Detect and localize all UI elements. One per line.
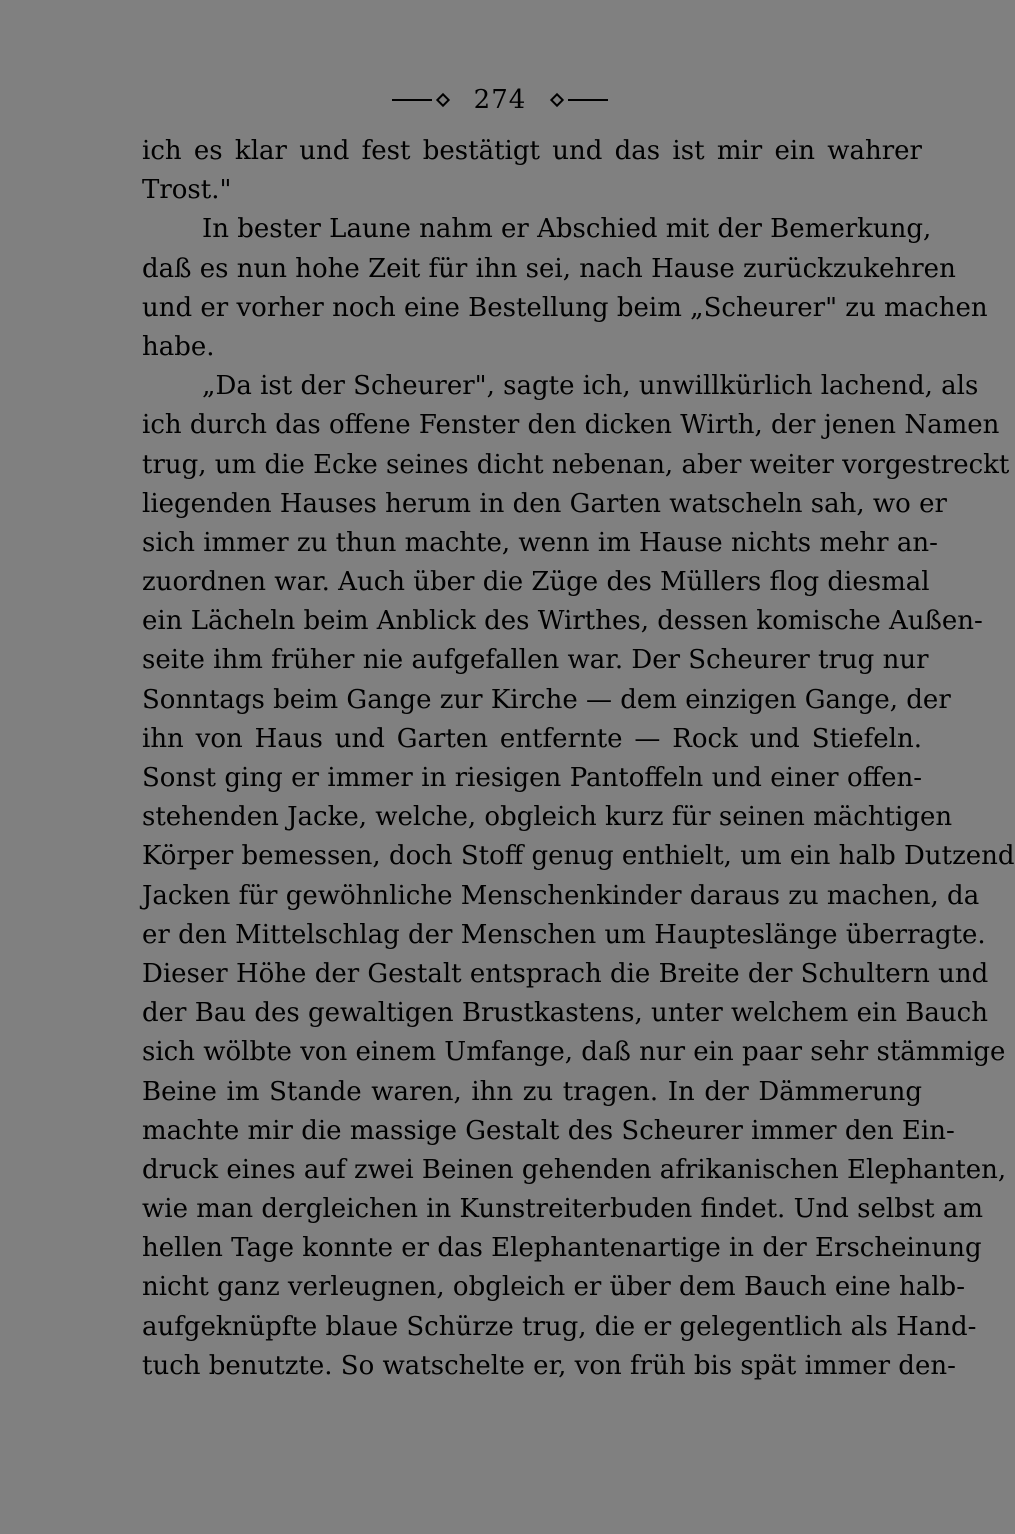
- text-line: machte mir die massige Gestalt des Scheurer immer den Ein-: [142, 1115, 955, 1146]
- text-line: sich immer zu thun machte, wenn im Hause nichts mehr an-: [142, 527, 938, 558]
- text-line: aufgeknüpfte blaue Schürze trug, die er gelegentlich als Hand-: [142, 1311, 977, 1342]
- text-line: wie man dergleichen in Kunstreiterbuden findet. Und selbst am: [142, 1194, 984, 1225]
- text-line: seite ihm früher nie aufgefallen war. Der Scheurer trug nur: [142, 645, 929, 676]
- page-number: 274: [473, 85, 527, 115]
- text-line: er den Mittelschlag der Menschen um Haupteslänge überragte.: [142, 919, 986, 950]
- text-line: Sonntags beim Gange zur Kirche — dem einzigen Gange, der: [142, 684, 951, 715]
- text-line: daß es nun hohe Zeit für ihn sei, nach Hause zurückzukehren: [142, 253, 956, 284]
- text-line: ein Lächeln beim Anblick des Wirthes, dessen komische Außen-: [142, 606, 983, 637]
- text-line: „Da ist der Scheurer", sagte ich, unwillkürlich lachend, als: [202, 371, 979, 402]
- text-line: und er vorher noch eine Bestellung beim „Scheurer" zu machen: [142, 292, 988, 323]
- text-line: hellen Tage konnte er das Elephantenartige in der Erscheinung: [142, 1233, 982, 1264]
- text-line: Körper bemessen, doch Stoff genug enthielt, um ein halb Dutzend: [142, 841, 1015, 872]
- text-line: zuordnen war. Auch über die Züge des Müllers flog diesmal: [142, 567, 930, 598]
- text-line: nicht ganz verleugnen, obgleich er über dem Bauch eine halb-: [142, 1272, 965, 1303]
- page-header: [0, 78, 1000, 122]
- text-line: Jacken für gewöhnliche Menschenkinder daraus zu machen, da: [142, 880, 980, 911]
- left-ornament-icon: [392, 90, 462, 110]
- text-line: druck eines auf zwei Beinen gehenden afrikanischen Elephanten,: [142, 1154, 1007, 1185]
- text-line: Sonst ging er immer in riesigen Pantoffeln und einer offen-: [142, 763, 922, 793]
- text-line: stehenden Jacke, welche, obgleich kurz für seinen mächtigen: [142, 802, 953, 833]
- body-text: [142, 132, 1015, 1386]
- text-line: Trost.": [142, 175, 232, 206]
- text-line: Dieser Höhe der Gestalt entsprach die Breite der Schultern und: [142, 958, 989, 989]
- right-ornament-icon: [538, 90, 608, 110]
- text-line: sich wölbte von einem Umfange, daß nur ein paar sehr stämmige: [142, 1037, 1006, 1068]
- text-line: ich es klar und fest bestätigt und das ist mir ein wahrer: [142, 136, 922, 166]
- text-line: In bester Laune nahm er Abschied mit der Bemerkung,: [202, 214, 932, 245]
- text-line: ihn von Haus und Garten entfernte — Rock und Stiefeln.: [142, 723, 922, 754]
- text-line: tuch benutzte. So watschelte er, von früh bis spät immer den-: [142, 1350, 956, 1381]
- text-line: Beine im Stande waren, ihn zu tragen. In der Dämmerung: [142, 1076, 922, 1107]
- text-line: trug, um die Ecke seines dicht nebenan, aber weiter vorgestreckt: [142, 449, 1010, 480]
- text-line: liegenden Hauses herum in den Garten watscheln sah, wo er: [142, 488, 947, 519]
- text-line: ich durch das offene Fenster den dicken Wirth, der jenen Namen: [142, 410, 1000, 441]
- text-line: der Bau des gewaltigen Brustkastens, unter welchem ein Bauch: [142, 998, 988, 1029]
- text-line: habe.: [142, 331, 215, 362]
